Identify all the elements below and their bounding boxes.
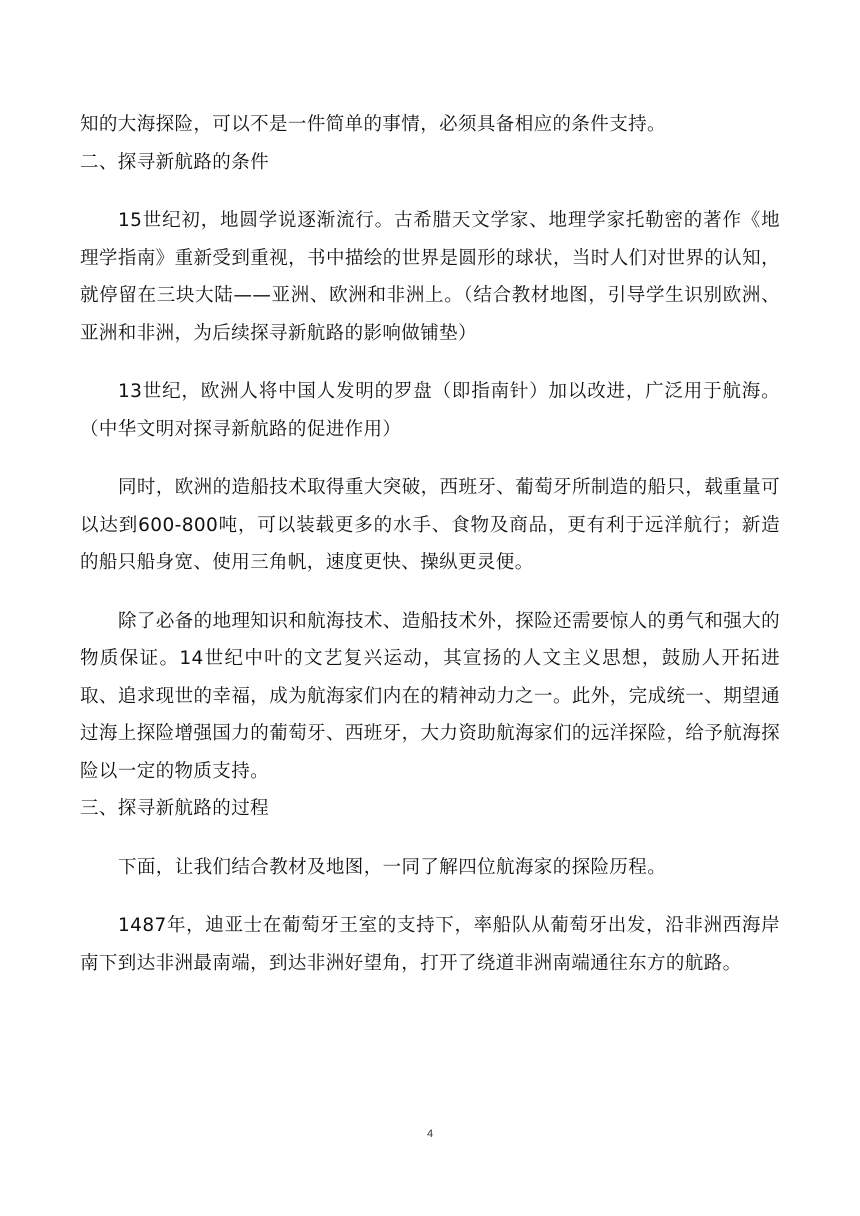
paragraph-intro-continuation: 知的大海探险，可以不是一件简单的事情，必须具备相应的条件支持。 — [80, 114, 666, 135]
paragraph-courage-and-support: 除了必备的地理知识和航海技术、造船技术外，探险还需要惊人的勇气和强大的物质保证。14世纪中叶的文艺复兴运动，其宣扬的人文主义思想，鼓励人开拓进取、追求现世的幸福，成为航海家们内在的精神动力之一。此外，完成统一、期望通过海上探险增强国力的葡萄牙、西班牙，大力资助航海家们的远洋探险，给予航海探险以一定的物质支持。 — [80, 610, 780, 782]
section-heading-conditions: 二、探寻新航路的条件 — [80, 151, 270, 173]
paragraph-dias-voyage: 1487年，迪亚士在葡萄牙王室的支持下，率船队从葡萄牙出发，沿非洲西海岸南下到达非洲最南端，到达非洲好望角，打开了绕道非洲南端通往东方的航路。 — [80, 915, 780, 974]
paragraph-geography-knowledge: 15世纪初，地圆学说逐渐流行。古希腊天文学家、地理学家托勒密的著作《地理学指南》重新受到重视，书中描绘的世界是圆形的球状，当时人们对世界的认知，就停留在三块大陆——亚洲、欧洲和非洲上。（结合教材地图，引导学生识别欧洲、亚洲和非洲，为后续探寻新航路的影响做铺垫） — [80, 210, 780, 344]
page-number: 4 — [426, 1128, 434, 1140]
paragraph-shipbuilding: 同时，欧洲的造船技术取得重大突破，西班牙、葡萄牙所制造的船只，载重量可以达到600-800吨，可以装载更多的水手、食物及商品，更有利于远洋航行；新造的船只船身宽、使用三角帆，速度更快、操纵更灵便。 — [80, 477, 780, 573]
section-heading-process: 三、探寻新航路的过程 — [80, 798, 270, 819]
paragraph-four-navigators: 下面，让我们结合教材及地图，一同了解四位航海家的探险历程。 — [118, 856, 667, 878]
document-body — [80, 106, 780, 982]
paragraph-compass: 13世纪，欧洲人将中国人发明的罗盘（即指南针）加以改进，广泛用于航海。（中华文明对探寻新航路的促进作用） — [80, 381, 780, 440]
